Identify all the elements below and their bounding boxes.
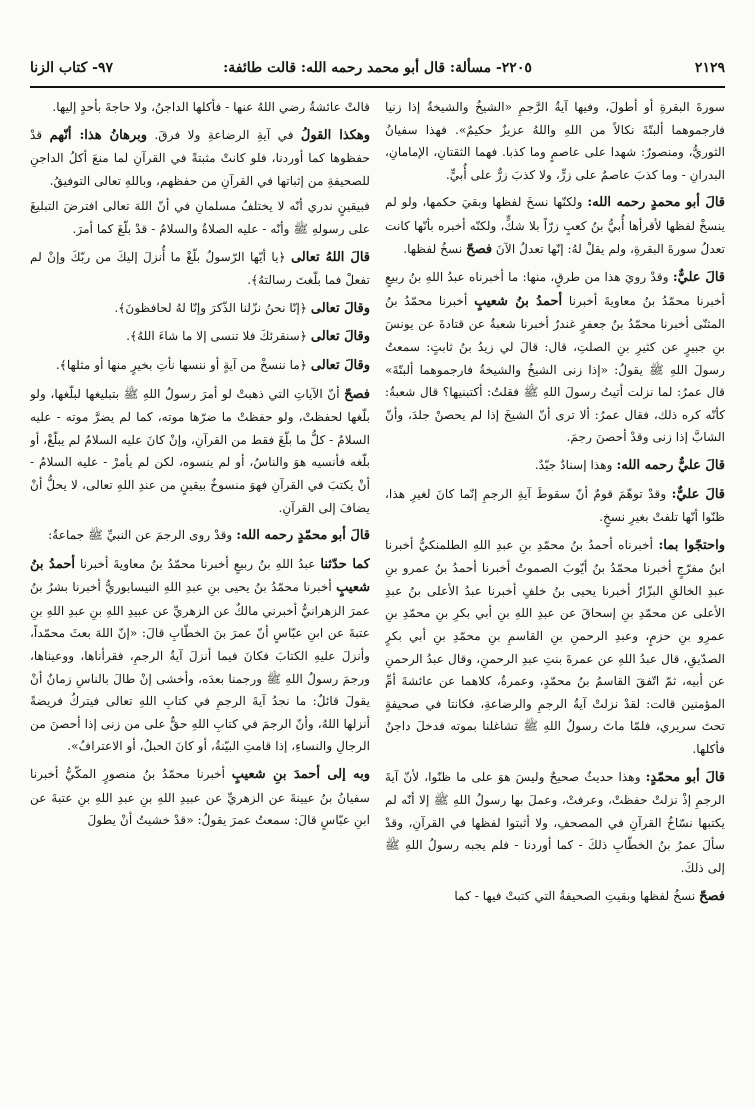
paragraph [30, 524, 370, 548]
paragraph-keyword: وقالَ تعالى [310, 300, 370, 316]
paragraph-keyword: قالَ أبو محمّدٍ رحمه الله: [236, 528, 370, 544]
paragraph [30, 763, 370, 832]
paragraph-keyword: أحمدُ بنُ شعيبٍ [30, 556, 370, 596]
paragraph-text: وقدْ رويَ هذا من طرقٍ، منها: ما أخبرناه عبدُ اللهِ بنُ ربيعٍ أخبرنا محمّدُ بنُ معاويةَ أخبرنا [385, 270, 725, 308]
running-title: ٢٢٠٥- مسألة: قال أبو محمد رحمه الله: قالت طائفة: [223, 60, 532, 76]
paragraph-text: أخبرنا محمّدُ بنُ يحيى بنِ عبدِ اللهِ النيسابوريُّ أخبرنا بشرُ بنُ عمرَ الزهرانيُّ أخبرني مالكٌ عن الزهريِّ عن عبيدِ اللهِ بنِ عبدِ اللهِ بنِ عتبةَ عن ابنِ عبّاسٍ أنّ عمرَ بنَ الخطّابِ قالَ: «إنّ اللهَ بعثَ محمّداً، وأنزلَ عليهِ الكتابَ فكانَ فيما أنزلَ آيةُ الرجمِ، فقرأناها، ووعيناها، ورجمَ رسولُ اللهِ ﷺ ورجمنا بعدَه، وأخشى إنْ طالَ بالناسِ زمانٌ أنْ يقولَ قائلٌ: ما نجدُ آيةَ الرجمِ في كتابِ اللهِ تعالى فيتركُ فريضةً أنزلها اللهُ، وأنّ الرجمَ في كتابِ اللهِ حقٌّ على من زنى إذا أحصنَ من الرجالِ والنساءِ، إذا قامتِ البيّنةُ، أو كانَ الحبلُ، أو الاعترافُ». [30, 580, 370, 754]
paragraph-text: نسخُ لفظها وبقيتِ الصحيفةُ التي كتبتْ فيها - كما [454, 888, 700, 903]
paragraph-text: ﴿إنّا نحنُ نزّلنا الذّكرَ وإنّا لهُ لحافظونَ﴾. [114, 300, 311, 315]
paragraph-text: ﴿سنقرئكَ فلا تنسى إلا ما شاءَ اللهُ﴾. [126, 329, 311, 344]
paragraph-keyword: قالَ أبو محمدٍ رحمه الله: [587, 195, 725, 211]
paragraph [385, 454, 725, 478]
paragraph-keyword: قالَ عليٌّ: [672, 270, 725, 286]
paragraph [385, 885, 725, 909]
paragraph-keyword: قالَ أبو محمّدٍ: [645, 769, 725, 785]
paragraph [30, 325, 370, 349]
paragraph-text: أخبرناه أحمدُ بنُ محمّدِ بنِ عبدِ اللهِ الطلمنكيُّ أخبرنا ابنُ مفرّجٍ أخبرنا محمّدُ بنُ أيّوبَ الصموتُ أخبرنا أحمدُ بنُ عمرو بنِ عبدِ الخالقِ البزّارُ أخبرنا يحيى بنُ خلفٍ أخبرنا عبدُ الأعلى بنُ عبدِ الأعلى عن محمّدِ بنِ إسحاقَ عن عبدِ اللهِ بنِ أبي بكرِ بنِ محمّدِ بنِ عمرِو بنِ حزمٍ، وعبدِ الرحمنِ بنِ القاسمِ بنِ محمّدِ بنِ أبي بكرٍ الصدّيقِ، قال عبدُ اللهِ عن عمرةَ بنتِ عبدِ الرحمنِ، وقال عبدُ الرحمنِ عن أبيه، ثمّ اتّفقَ القاسمُ بنُ محمّدٍ، وعمرةُ، كلاهما عن عائشةَ أمِّ المؤمنين قالت: لقدْ نزلتْ آيةُ الرجمِ والرضاعةِ، فكانتا في صحيفةٍ تحتَ سريري، فلمّا ماتَ رسولُ اللهِ ﷺ تشاغلنا بموته فدخلَ داجنٌ فأكلها. [385, 537, 725, 757]
paragraph-text: ﴿يا أيّها الرّسولُ بلّغْ ما أُنزلَ إليكَ من ربّكَ وإنْ لم تفعلْ فما بلّغتَ رسالتهُ﴾. [30, 249, 370, 288]
paragraph-keyword: قالَ عليٌّ رحمه الله: [616, 457, 725, 473]
paragraph-keyword: وبه إلى أحمدَ بنِ شعيبٍ [231, 767, 370, 783]
paragraph [30, 195, 370, 240]
paragraph [30, 96, 370, 119]
paragraph [30, 297, 370, 321]
right-column [385, 96, 725, 1086]
paragraph [30, 383, 370, 520]
paragraph-text: نسخُ لفظها. [403, 241, 467, 256]
paragraph-text: سورةَ البقرةِ أو أطولَ، وفيها آيةُ الرَّجمِ «الشيخُ والشيخةُ إذا زنيا فارجموهما ألبتّةَ نكالاً من اللهِ واللهُ عزيزٌ حكيمٌ». فهذا سفيانُ الثوريُّ، ومنصورٌ: شهدا على عاصمٍ وما كذبا. فهما الثقتانِ، الإمامانِ، البدرانِ - وما كذبَ عاصمٌ على زرٍّ، ولا كذبَ زرٌّ على أُبيٍّ. [385, 100, 725, 182]
paragraph-keyword: وبرهانُ هذا: أنّهم [49, 127, 148, 143]
page-number: ٢١٢٩ [694, 60, 725, 76]
paragraph-keyword: فصحّ [466, 241, 493, 257]
paragraph [30, 124, 370, 193]
paragraph-keyword: فصحّ [344, 386, 370, 402]
paragraph-text: وهذا حديثٌ صحيحٌ وليسَ هوَ على ما ظنّوا، لأنّ آيةَ الرجمِ إذْ نزلتْ حفظتْ، وعرفتْ، وعملَ بها رسولُ اللهِ ﷺ إلا أنّه لم يكتبها نسّاخُ القرآنِ في المصحفِ، ولا أثبتوا لفظها في القرآنِ، وقدْ سألَ عمرُ بنُ الخطّابِ ذلكَ - كما أوردنا - فلم يجبه رسولُ اللهِ ﷺ إلى ذلكَ. [385, 769, 725, 875]
paragraph-text: وهذا إسنادٌ جيّدٌ. [534, 457, 617, 472]
page-header [30, 56, 725, 86]
paragraph-keyword: كما حدّثنا [320, 556, 370, 572]
paragraph-text: وقدْ توهّمَ قومٌ أنّ سقوطَ آيةِ الرجمِ إنّما كانَ لغيرِ هذا، ظنّوا أنّها تلفتْ بغيرِ نسخٍ. [385, 486, 725, 525]
header-rule [30, 86, 725, 88]
paragraph-text: وقدْ روى الرجمَ عن النبيِّ ﷺ جماعةٌ: [48, 528, 237, 543]
paragraph-keyword: فصحّ [699, 888, 725, 904]
paragraph-text: ﴿ما ننسخْ من آيةٍ أو ننسها نأتِ بخيرٍ منها أو مثلها﴾. [55, 357, 311, 372]
paragraph-text: عبدُ اللهِ بنُ ربيعٍ أخبرنا محمّدُ بنُ معاويةَ أخبرنا [75, 556, 321, 571]
paragraph-keyword: وهكذا القولُ [300, 127, 370, 143]
paragraph-text: ولكنّها نسخَ لفظها وبقيَ حكمها، ولو لم ينسخْ لفظها لأقرأها أُبيُّ بنُ كعبٍ زرّاً بلا شكٍّ، ولكنّه أخبره بأنّها كانت تعدلُ سورةَ البقرةِ، ولم يقلْ لهُ: إنّها تعدلُ الآنَ [385, 195, 725, 256]
paragraph [385, 483, 725, 529]
paragraph-text: في آيةِ الرضاعةِ ولا فرقَ. [147, 127, 301, 142]
paragraph-keyword: قالَ اللهُ تعالى [290, 249, 370, 265]
paragraph-text: فبيقينٍ ندري أنّه لا يختلفُ مسلمانِ في أنّ اللهَ تعالى افترضَ التبليغَ على رسولهِ ﷺ وأنّه - عليه الصلاةُ والسلامُ - قدْ بلّغَ كما أمرَ. [30, 199, 370, 236]
left-column [30, 96, 370, 1086]
paragraph-text: أخبرنا محمّدُ بنُ منصورٍ المكّيُّ أخبرنا سفيانُ بنُ عيينةَ عن الزهريِّ عن عبيدِ اللهِ بنِ عبدِ اللهِ بنِ عتبةَ عن ابنِ عبّاسٍ قالَ: سمعتُ عمرَ يقولُ: «قدْ خشيتُ أنْ يطولَ [30, 767, 370, 828]
paragraph-text: أخبرنا محمّدُ بنُ المثنّى أخبرنا محمّدُ بنُ جعفرٍ غندرٌ أخبرنا شعبةُ عن قتادةَ عن يونسَ بنِ جبيرٍ عن كثيرِ بنِ الصلتِ، قال: قالَ لي زيدُ بنُ ثابتٍ: سمعتُ رسولَ اللهِ ﷺ يقولُ: «إذا زنى الشيخُ والشيخةُ فارجموهما ألبتّةَ» قال عمرُ: لما نزلت أتيتُ رسولَ اللهِ ﷺ فقلتُ: أكتبنيها؟ قال شعبةُ: كأنّه كره ذلك، فقال عمرُ: ألا ترى أنّ الشيخَ إذا لم يحصنْ جلدَ، وأنّ الشابَّ إذا زنى وقدْ أحصنَ رجمَ. [385, 293, 725, 445]
paragraph [385, 266, 725, 449]
paragraph-text: قالتْ عائشةُ رضي اللهُ عنها - فأكلها الداجنُ، ولا حاجةَ بأحدٍ إليها. [52, 100, 370, 114]
paragraph [385, 534, 725, 761]
book-title: ٩٧- كتاب الزنا [30, 60, 113, 76]
paragraph [30, 354, 370, 378]
paragraph [30, 553, 370, 758]
paragraph-keyword: وقالَ تعالى [310, 329, 370, 345]
paragraph [385, 96, 725, 186]
paragraph-text: قدْ حفظوها كما أوردنا، فلو كانتْ مثبتةً في القرآنِ لما منعَ أكلُ الداجنِ للصحيفةِ من إثباتها في القرآنِ من حفظهم، وباللهِ تعالى التوفيقُ. [30, 127, 370, 188]
paragraph [30, 246, 370, 292]
paragraph-keyword: قالَ عليٌّ: [671, 486, 725, 502]
paragraph-keyword: وقالَ تعالى [310, 357, 370, 373]
paragraph [385, 766, 725, 880]
paragraph-keyword: واحتجّوا بما: [658, 537, 725, 553]
paragraph-text: أنّ الآياتِ التي ذهبتْ لو أمرَ رسولُ اللهِ ﷺ بتبليغها لبلّغها، ولو بلّغها لحفظتْ، ولو حفظتْ ما ضرّها موته، كما لم يضرَّ موته - عليه السلامُ - كلُّ ما بلّغَ فقط من القرآنِ، وإنْ كانَ عليه السلامُ لم يبلّغْ، أو بلّغه فأنسيه هوَ والناسُ، أو لم ينسوه، لكن لم يأمرْ - عليه السلامُ - أنْ يكتبَ في القرآنِ فهوَ منسوخٌ بيقينٍ من عندِ اللهِ تعالى، لا يحلُّ أنْ يضافَ إلى القرآنِ. [30, 386, 370, 515]
paragraph-keyword: أحمدُ بنُ شعيبٍ [474, 293, 563, 309]
paragraph [385, 191, 725, 261]
